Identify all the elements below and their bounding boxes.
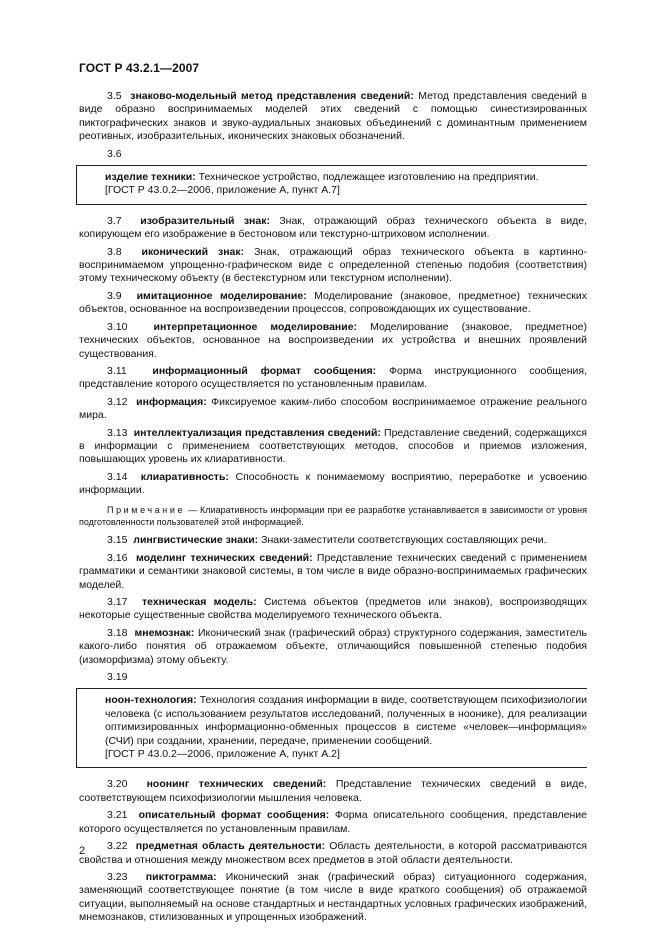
entry-text: Система объектов (предметов или знаков), воспроизводящих некоторые существенные свойства моделируемого технического объекта.	[79, 596, 587, 622]
boxed-definition-3-6	[76, 165, 587, 205]
entry-3-8	[79, 246, 587, 286]
entry-number: 3.13	[107, 426, 128, 439]
entry-3-19-number: 3.19	[107, 671, 128, 684]
entry-term: ноонинг технических сведений:	[146, 778, 327, 791]
entry-text: Знаки-заместители соответствующих составляющих речи.	[261, 534, 547, 547]
entry-3-23	[79, 871, 587, 925]
entry-3-20	[79, 778, 587, 805]
boxed-definition-3-19	[76, 688, 587, 768]
entry-text: Представление технических сведений в виде, соответствующем психофизиологии мышления человека.	[79, 778, 587, 804]
entry-number: 3.11	[107, 364, 127, 377]
entry-term: иконический знак:	[141, 245, 245, 258]
entry-3-21	[79, 809, 587, 836]
entry-text: Знак, отражающий образ технического объекта в картинно-воспринимаемом упрощенно-графическом виде с определенной степенью подобия (соответствия) этому техническому объекту (в бестекстурном или текстурном исполнении).	[79, 245, 587, 285]
entry-number: 3.9	[107, 289, 122, 302]
entry-3-15	[79, 534, 587, 547]
entry-text: Техническое устройство, подлежащее изготовлению на предприятии.	[198, 171, 539, 184]
entry-3-18	[79, 627, 587, 667]
entry-text: Представление сведений, содержащихся в информации с применением соответствующих методов, способов и приемов изложения, повышающих уровень их клиаративности.	[79, 426, 587, 466]
entry-text: Способность к понимаемому восприятию, переработке и усвоению информации.	[79, 470, 587, 497]
entry-3-16	[79, 552, 587, 592]
note-text: — Клиаративность информации при ее разработке устанавливается в зависимости от уровня подготовленности пользователей этой информацией.	[79, 504, 587, 527]
entry-text: Технология создания информации в виде, соответствующем психофизиологии человека (с использованием результатов исследований, полученных в ноонике), для реализации оптимизированных информационно-обменных процессов в системе «человек—информация» (СЧИ) при создании, хранении, передаче, применении сообщений.	[105, 694, 588, 747]
entry-term: изобразительный знак:	[140, 214, 270, 227]
entry-reference: [ГОСТ Р 43.0.2—2006, приложение А, пункт А.2]	[105, 748, 340, 761]
entry-term: интерпретационное моделирование:	[153, 320, 358, 333]
entry-number: 3.5	[107, 90, 122, 102]
entry-number: 3.12	[107, 395, 128, 408]
entry-text: Моделирование (знаковое, предметное) технических объектов, основанное на воспроизведении процессов, сопровождающих их существование.	[79, 289, 587, 316]
entry-term: мнемознак:	[134, 626, 195, 639]
entry-3-22	[79, 840, 587, 867]
entry-3-5	[79, 90, 587, 144]
entry-3-9	[79, 290, 587, 317]
entry-term: информация:	[136, 395, 207, 408]
document-body	[79, 90, 587, 929]
entry-term: интеллектуализация представления сведений:	[133, 426, 381, 439]
entry-term: моделинг технических сведений:	[135, 551, 313, 564]
entry-number: 3.23	[107, 870, 128, 883]
entry-3-17	[79, 596, 587, 623]
entry-3-12	[79, 396, 587, 423]
entry-text: Форма описательного сообщения, представление которого осуществляется по установленным правилам.	[79, 809, 587, 835]
entry-number: 3.8	[107, 245, 122, 258]
entry-text: Форма инструкционного сообщения, представление которого осуществляется по установленным правилам.	[79, 364, 587, 391]
entry-term: информационный формат сообщения:	[152, 364, 377, 377]
entry-term: техническая модель:	[142, 596, 257, 608]
entry-number: 3.15	[107, 534, 128, 547]
entry-text: Иконический знак (графический образ) ситуационного содержания, заменяющий соответствующее понятие (в том числе в виде краткого сообщения) об отражаемой ситуации, выполняемый на основе стандартных и нестандартных условных графических изображений, мнемознаков, стилизованных и упрощенных изображений.	[79, 870, 587, 924]
document-header: ГОСТ Р 43.2.1—2007	[79, 61, 200, 75]
entry-3-19	[105, 694, 587, 748]
entry-number: 3.21	[107, 809, 128, 822]
entry-term: описательный формат сообщения:	[138, 809, 330, 822]
entry-term: предметная область деятельности:	[135, 840, 326, 853]
entry-text: Метод представления сведений в виде образно воспринимаемых моделей этих сведений с помощью синестизированных пиктографических знаков и звуко-аудиальных знаковых объединений с доминантным применением реотивных, изобразительных, иконических знаковых обозначений.	[79, 90, 588, 143]
entry-3-14	[79, 471, 587, 498]
entry-number: 3.14	[107, 470, 128, 483]
entry-number: 3.7	[107, 214, 122, 227]
entry-3-11	[79, 365, 587, 392]
entry-term: пиктограмма:	[145, 870, 217, 883]
entry-number: 3.16	[107, 551, 128, 564]
entry-number: 3.20	[107, 778, 128, 791]
entry-term: имитационное моделирование:	[136, 289, 307, 302]
entry-3-6	[105, 171, 587, 184]
entry-text: Область деятельности, в которой рассматриваются свойства и отношения между множеством всех предметов в этой области деятельности.	[79, 840, 587, 866]
entry-text: Знак, отражающий образ технического объекта в виде, копирующем его изображение в бестоновом или текстурно-штриховом исполнении.	[79, 214, 587, 241]
entry-number: 3.18	[107, 626, 128, 639]
entry-3-10	[79, 321, 587, 361]
entry-term: клиаративность:	[140, 470, 229, 483]
entry-number: 3.22	[107, 840, 128, 853]
entry-3-7	[79, 215, 587, 242]
entry-3-6-number: 3.6	[107, 147, 122, 160]
entry-term: лингвистические знаки:	[133, 534, 259, 547]
entry-text: Моделирование (знаковое, предметное) технических объектов, основанное на воспроизведении их устройства и внешних проявлений существования.	[79, 320, 587, 360]
entry-term: знаково-модельный метод представления сведений:	[130, 90, 414, 102]
entry-term: изделие техники:	[105, 171, 196, 184]
entry-text: Представление технических сведений с применением грамматики и семантики знаковой системы, в том числе в виде образно-воспринимаемых графических моделей.	[79, 551, 587, 591]
entry-text: Фиксируемое каким-либо способом воспринимаемое отражение реального мира.	[79, 395, 587, 422]
entry-number: 3.10	[107, 320, 128, 333]
entry-reference: [ГОСТ Р 43.0.2—2006, приложение А, пункт А.7]	[105, 184, 340, 197]
note	[79, 504, 587, 529]
entry-number: 3.17	[107, 596, 128, 608]
page-number: 2	[79, 845, 86, 857]
entry-term: ноон-технология:	[105, 694, 197, 707]
note-label: Примечание	[107, 504, 186, 515]
entry-3-13	[79, 427, 587, 467]
entry-text: Иконический знак (графический образ) структурного содержания, заместитель какого-либо понятия об отражаемом объекте, отличающийся повышенной степенью подобия (изоморфизма) этому объекту.	[79, 626, 587, 666]
